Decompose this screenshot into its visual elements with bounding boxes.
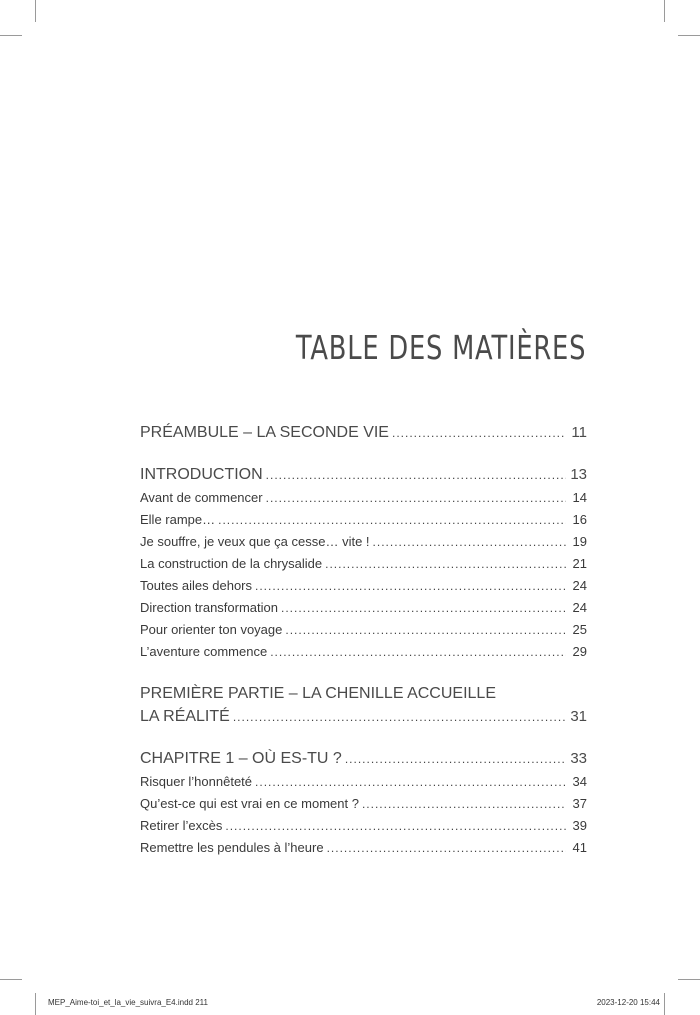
toc-entry-label: Je souffre, je veux que ça cesse… vite ! [140,534,370,549]
crop-mark-bottom-left-vertical [35,993,36,1015]
toc-entry-page: 13 [570,466,587,483]
toc-entry-page: 16 [572,512,587,527]
toc-entry-page: 24 [572,578,587,593]
toc-entry-label: La construction de la chrysalide [140,556,323,571]
toc-entry [140,818,587,833]
toc-entry-label: Elle rampe… [140,512,216,527]
dot-leader [325,557,566,571]
toc-entry-label: PRÉAMBULE – LA SECONDE VIE [140,424,389,441]
toc-entry-label: Toutes ailes dehors [140,578,253,593]
toc-entry-page: 37 [572,796,587,811]
toc-entry-label: LA RÉALITÉ [140,708,230,725]
toc-entry [140,796,587,811]
toc-entry [140,644,587,659]
toc-entry-label: Avant de commencer [140,490,263,505]
toc-entry-label: Risquer l’honnêteté [140,774,253,789]
toc-entry [140,578,587,593]
toc-entry-page: 19 [572,534,587,549]
toc-entry-first-line [140,685,587,703]
toc-entry [140,774,587,789]
toc-entry-page: 21 [572,556,587,571]
toc-entry-page: 24 [572,600,587,615]
toc-entry-label: PREMIÈRE PARTIE – LA CHENILLE ACCUEILLE [140,685,496,702]
dot-leader [225,819,566,833]
crop-mark-top-left-horizontal [0,35,22,36]
dot-leader [373,535,566,549]
toc-entry-page: 14 [572,490,587,505]
toc-entry [140,534,587,549]
toc-entry-page: 25 [572,622,587,637]
crop-mark-top-right-vertical [664,0,665,22]
toc-entry-page: 41 [572,840,587,855]
toc-entry-page: 29 [572,644,587,659]
toc-entry-label: Direction transformation [140,600,278,615]
dot-leader [345,752,566,766]
toc-entry-label: Pour orienter ton voyage [140,622,283,637]
dot-leader [218,513,566,527]
dot-leader [285,623,566,637]
dot-leader [281,601,566,615]
crop-mark-bottom-left-horizontal [0,979,22,980]
toc-entry-page: 34 [572,774,587,789]
toc-entry [140,708,587,726]
footer-file-info: MEP_Aime-toi_et_la_vie_suivra_E4.indd 211 [48,998,208,1007]
toc-entry [140,750,587,768]
dot-leader [266,468,566,482]
toc-entry-label: Remettre les pendules à l’heure [140,840,324,855]
dot-leader [255,579,566,593]
toc-entry-page: 31 [570,708,587,725]
toc-entry [140,424,587,442]
crop-mark-top-left-vertical [35,0,36,22]
crop-mark-bottom-right-horizontal [678,979,700,980]
dot-leader [233,710,566,724]
toc-entry [140,556,587,571]
toc-entry [140,512,587,527]
toc-entry-page: 39 [572,818,587,833]
page-title: TABLE DES MATIÈRES [295,328,586,367]
toc-entry-label: Qu’est-ce qui est vrai en ce moment ? [140,796,359,811]
toc-entry [140,622,587,637]
toc-entry [140,600,587,615]
dot-leader [327,841,566,855]
toc-entry-page: 33 [570,750,587,767]
toc-entry [140,840,587,855]
toc-entry-label: Retirer l’excès [140,818,223,833]
toc-entry-label: INTRODUCTION [140,466,263,483]
toc-entry-label: L’aventure commence [140,644,268,659]
toc-entry-label: CHAPITRE 1 – OÙ ES-TU ? [140,750,342,767]
toc-entry [140,490,587,505]
toc-entry [140,466,587,484]
crop-mark-bottom-right-vertical [664,993,665,1015]
dot-leader [270,645,566,659]
dot-leader [266,491,566,505]
crop-mark-top-right-horizontal [678,35,700,36]
toc-entry-page: 11 [571,424,587,441]
dot-leader [255,775,566,789]
dot-leader [362,797,566,811]
footer-timestamp: 2023-12-20 15:44 [596,998,660,1007]
dot-leader [392,426,566,440]
